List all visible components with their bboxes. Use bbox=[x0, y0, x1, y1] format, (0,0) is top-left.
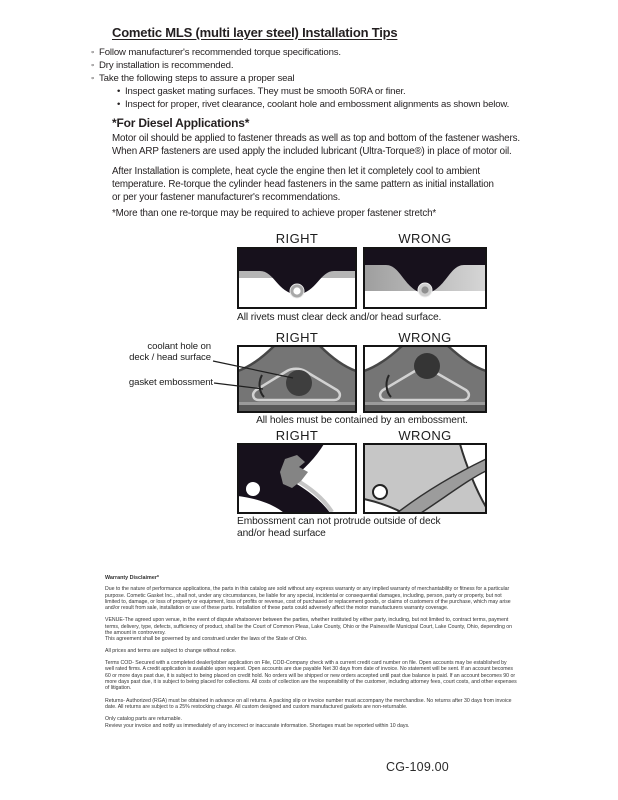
tip-text: Take the following steps to assure a proper seal bbox=[99, 73, 295, 84]
diesel-paragraph-2 bbox=[112, 165, 494, 205]
hole-caption: All holes must be contained by an embossment. bbox=[256, 415, 468, 426]
coolant-hole-leader-line bbox=[213, 361, 293, 378]
retorque-note: *More than one re-torque may be required to achieve proper fastener stretch* bbox=[112, 208, 437, 219]
diagram-rivet-right bbox=[237, 247, 357, 309]
tip-item bbox=[91, 59, 509, 72]
tip-sub-item bbox=[117, 98, 509, 111]
right-label: RIGHT bbox=[275, 231, 319, 246]
diagram-embossment-right bbox=[237, 443, 357, 514]
coolant-hole-annotation: coolant hole on deck / head surface bbox=[129, 341, 211, 364]
embossment-leader-line bbox=[214, 383, 263, 389]
tip-text: Follow manufacturer's recommended torque specifications. bbox=[99, 47, 341, 58]
tip-text: Dry installation is recommended. bbox=[99, 60, 234, 71]
page-number: CG-109.00 bbox=[386, 760, 449, 774]
leader-lines bbox=[205, 352, 305, 394]
paragraph-line: After Installation is complete, heat cycle the engine then let it completely cool to ambient bbox=[112, 166, 480, 177]
tip-item bbox=[91, 72, 509, 85]
page-title: Cometic MLS (multi layer steel) Installation Tips bbox=[112, 25, 398, 40]
disclaimer-heading: Warranty Disclaimer* bbox=[105, 575, 160, 581]
tip-item bbox=[91, 46, 509, 59]
gasket-embossment-annotation: gasket embossment bbox=[128, 377, 213, 388]
embossment-caption: Embossment can not protrude outside of deck and/or head surface bbox=[237, 516, 441, 539]
rivet-caption: All rivets must clear deck and/or head surface. bbox=[237, 312, 442, 323]
coolant-hole bbox=[414, 353, 440, 379]
wrong-label: WRONG bbox=[398, 428, 452, 443]
paragraph-line: When ARP fasteners are used apply the included lubricant (Ultra-Torque®) in place of motor oil. bbox=[112, 146, 512, 158]
tip-text: Inspect gasket mating surfaces. They must be smooth 50RA or finer. bbox=[125, 86, 406, 97]
disclaimer-paragraph: Returns- Authorized (RGA) must be obtained in advance on all returns. A packing slip or invoice number must accompany the merchandise. No returns after 30 days from invoice date. All returns are subject to a 25% restocking charge. All custom designed and custom manufactured gaskets are non-returnable. bbox=[105, 697, 512, 710]
disclaimer-paragraph: All prices and terms are subject to change without notice. bbox=[105, 647, 237, 654]
diagram-hole-wrong bbox=[363, 345, 487, 413]
solid-bullet-icon: • bbox=[117, 86, 121, 97]
open-bullet-icon: ◦ bbox=[91, 73, 95, 84]
diesel-paragraph-1 bbox=[112, 132, 520, 158]
wrong-label: WRONG bbox=[398, 330, 452, 345]
paragraph-line: or per your fastener manufacturer's recommendations. bbox=[112, 192, 341, 204]
open-bullet-icon: ◦ bbox=[91, 60, 95, 71]
right-label: RIGHT bbox=[275, 428, 319, 443]
wrong-label: WRONG bbox=[398, 231, 452, 246]
right-label: RIGHT bbox=[275, 330, 319, 345]
paragraph-line: temperature. Re-torque the cylinder head fasteners in the same pattern as initial installation bbox=[112, 179, 494, 191]
paragraph-line: Motor oil should be applied to fastener threads as well as top and bottom of the fastener washers. bbox=[112, 133, 520, 144]
tip-text: Inspect for proper, rivet clearance, coolant hole and embossment alignments as shown below. bbox=[125, 99, 510, 110]
diesel-section-heading: *For Diesel Applications* bbox=[112, 116, 250, 130]
bolt-hole bbox=[246, 482, 260, 496]
tip-sub-item bbox=[117, 85, 509, 98]
bolt-hole bbox=[373, 485, 387, 499]
warranty-disclaimer: Warranty Disclaimer* Due to the nature of performance applications, the parts in this catalog are sold without any express warranty or any implied warranty of merchantability or fitness for a particular purpose. Cometic Gasket Inc., shall not, under any circumstances, be liable for any special, incidental or consequential damages, including, person, party or property, but not limited to, damage, or loss of property or equipment, loss of profits or revenue, cost of purchased or replacement goods, or claims of customers of the purchase, which may arise and/or result from sale, installation or use of these parts. Installation of these parts could adversely affect the motor manufacturers warranty coverage. VENUE-The agreed upon venue, in the event of dispute whatsoever between the parties, whether instituted by either party, including, but not limited to, contract terms, payment terms, delivery, type, defects, sufficiency of product, shall be the Court of Common Pleas, Lake County, Ohio or the Painesville Municipal Court, Lake County, Ohio, depending on the amount in controversy. This agreement shall be governed by and construed under the laws of the State of Ohio. All prices and terms are subject to change without notice. Terms COD- Secured with a completed dealer/jobber application on File, COD-Company check with a current credit card number on file. Open accounts may be established by well rated firms. A credit application is available upon request. Open accounts are due payable Net 30 days from date of invoice. No statement will be sent. If an account becomes 60 or more days past due, it is subject to being placed on credit hold. No orders will be shipped or new orders accepted until past due balance is paid. If an account becomes 90 or more days past due, it is subject to being placed for collections. All costs of collection are the responsibility of the customer, including attorney fees, court costs, and other expenses of litigation. Returns- Authorized (RGA) must be obtained in advance on all returns. A packing slip or invoice number must accompany the merchandise. No returns after 30 days from invoice date. All returns are subject to a 25% restocking charge. All custom designed and custom manufactured gaskets are non-returnable. Only catalog parts are returnable. Review your invoice and notify us immediately of any incorrect or inaccurate information. Shortages must be reported within 10 days. bbox=[105, 575, 517, 729]
open-bullet-icon: ◦ bbox=[91, 47, 95, 58]
diagram-embossment-wrong bbox=[363, 443, 487, 514]
solid-bullet-icon: • bbox=[117, 99, 121, 110]
tips-list bbox=[91, 46, 509, 111]
diagram-rivet-wrong bbox=[363, 247, 487, 309]
disclaimer-paragraph: Terms COD- Secured with a completed dealer/jobber application on File, COD-Company check with a current credit card number on file. Open accounts may be established by well rated firms. A credit application is available upon request. Open accounts are due payable Net 30 days from date of invoice. No statement will be sent. If an account becomes 60 or more days past due, it is subject to being placed on credit hold. No orders will be shipped or new orders accepted until past due balance is paid. If an account becomes 90 or more days past due, it is subject to being placed for collections. All costs of collection are the responsibility of the customer, including attorney fees, court costs, and other expenses of litigation. bbox=[105, 660, 517, 692]
disclaimer-paragraph: Due to the nature of performance applications, the parts in this catalog are sold without any express warranty or any implied warranty of merchantability or fitness for a particular purpose. Cometic Gasket Inc., shall not, under any circumstances, be liable for any special, incidental or consequential damages, including, person, party or property, but not limited to, damage, or loss of property or equipment, loss of profits or revenue, cost of purchased or replacement goods, or claims of customers of the purchase, which may arise and/or result from sale, installation or use of these parts. Installation of these parts could adversely affect the motor manufacturers warranty coverage. bbox=[105, 586, 511, 612]
